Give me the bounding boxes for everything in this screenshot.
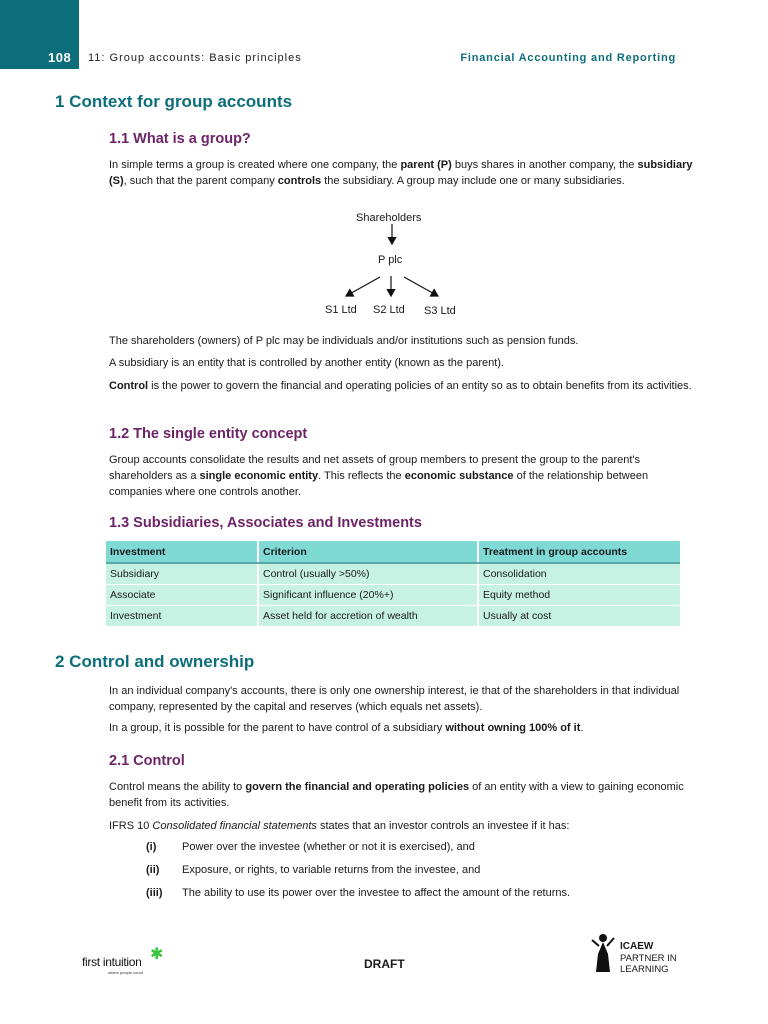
table-cell: Asset held for accretion of wealth xyxy=(258,606,478,627)
investment-types-table xyxy=(106,541,680,627)
list-item-text: Exposure, or rights, to variable returns from the investee, and xyxy=(182,864,481,876)
first-intuition-logo-text: first intuition xyxy=(82,955,142,969)
list-item-number: (ii) xyxy=(146,864,160,876)
list-item-text: Power over the investee (whether or not it is exercised), and xyxy=(182,841,475,853)
table-cell: Significant influence (20%+) xyxy=(258,585,478,606)
group-structure-diagram xyxy=(300,210,500,325)
table-cell: Associate xyxy=(106,585,258,606)
group-definition-paragraph: In simple terms a group is created where one company, the parent (P) buys shares in another company, the subsidiary (S), such that the parent company controls the subsidiary. A group may include one or many subsidiaries. xyxy=(109,159,693,187)
first-intuition-logo xyxy=(82,948,172,978)
table-header-cell: Treatment in group accounts xyxy=(478,541,680,563)
table-cell: Equity method xyxy=(478,585,680,606)
ownership-interest-paragraph: In an individual company's accounts, there is only one ownership interest, ie that of the shareholders in that individual company, represented by the capital and reserves (which equals net assets). xyxy=(109,685,680,713)
partial-ownership-paragraph: In a group, it is possible for the parent to have control of a subsidiary without owning 100% of it. xyxy=(109,722,584,734)
diagram-s2-label: S2 Ltd xyxy=(373,304,405,316)
single-entity-paragraph: Group accounts consolidate the results and net assets of group members to present the group to the parent's shareholders as a single economic entity. This reflects the economic substance of the relationship between companies where one controls another. xyxy=(109,454,649,498)
first-intuition-tagline: where people count xyxy=(108,970,143,975)
table-cell: Investment xyxy=(106,606,258,627)
arrow-parent-to-s3 xyxy=(404,277,438,296)
icaew-logo-subtitle: PARTNER IN LEARNING xyxy=(620,953,677,975)
section-1-heading: 1 Context for group accounts xyxy=(55,92,293,111)
list-item-number: (i) xyxy=(146,841,157,853)
asterisk-icon: ✱ xyxy=(150,946,164,963)
table-header-row xyxy=(106,541,680,563)
control-definition-paragraph: Control is the power to govern the financial and operating policies of an entity so as to obtain benefits from its activities. xyxy=(109,380,692,392)
section-1-3-heading: 1.3 Subsidiaries, Associates and Investments xyxy=(109,515,422,531)
book-title: Financial Accounting and Reporting xyxy=(460,52,676,64)
table-header-cell: Criterion xyxy=(258,541,478,563)
control-meaning-paragraph: Control means the ability to govern the financial and operating policies of an entity with a view to gaining economic benefit from its activities. xyxy=(109,781,684,809)
table-cell: Subsidiary xyxy=(106,563,258,585)
table-header-cell: Investment xyxy=(106,541,258,563)
section-2-1-heading: 2.1 Control xyxy=(109,753,185,769)
icaew-logo-name: ICAEW xyxy=(620,941,654,952)
table-cell: Consolidation xyxy=(478,563,680,585)
list-item-text: The ability to use its power over the investee to affect the amount of the returns. xyxy=(182,887,571,899)
table-cell: Control (usually >50%) xyxy=(258,563,478,585)
table-row xyxy=(106,606,680,627)
icaew-logo xyxy=(590,932,690,977)
table-row xyxy=(106,585,680,606)
ifrs10-paragraph: IFRS 10 Consolidated financial statements states that an investor controls an investee if it has: xyxy=(109,820,570,832)
table-row xyxy=(106,563,680,585)
section-1-2-heading: 1.2 The single entity concept xyxy=(109,426,308,442)
draft-label: DRAFT xyxy=(364,957,405,971)
diagram-shareholders-label: Shareholders xyxy=(356,212,422,224)
section-1-1-heading: 1.1 What is a group? xyxy=(109,131,251,147)
list-item-number: (iii) xyxy=(146,887,163,899)
subsidiary-definition-paragraph: A subsidiary is an entity that is controlled by another entity (known as the parent). xyxy=(109,357,504,369)
diagram-s1-label: S1 Ltd xyxy=(325,304,357,316)
diagram-parent-label: P plc xyxy=(378,254,403,266)
diagram-s3-label: S3 Ltd xyxy=(424,305,456,317)
arrow-parent-to-s1 xyxy=(346,277,380,296)
shareholders-paragraph: The shareholders (owners) of P plc may be individuals and/or institutions such as pension funds. xyxy=(109,335,579,347)
chapter-title: 11: Group accounts: Basic principles xyxy=(88,52,302,64)
icaew-figure-icon xyxy=(590,932,616,976)
table-cell: Usually at cost xyxy=(478,606,680,627)
section-2-heading: 2 Control and ownership xyxy=(55,652,255,671)
page-number: 108 xyxy=(48,50,72,65)
